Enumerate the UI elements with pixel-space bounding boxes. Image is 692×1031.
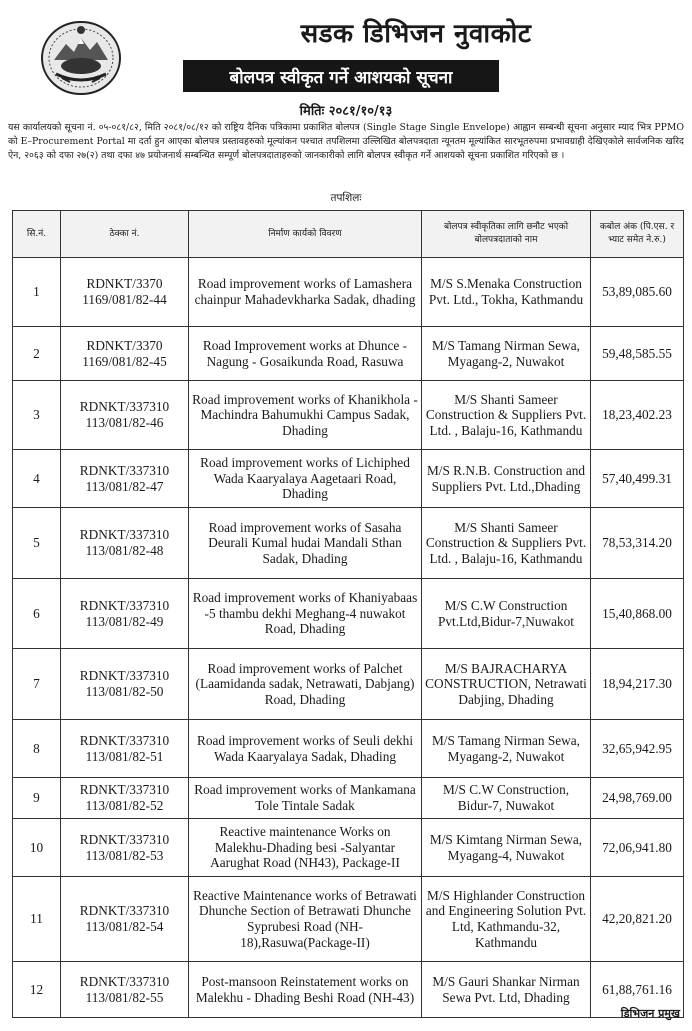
cell-amount: 59,48,585.55 xyxy=(591,327,684,381)
cell-contract: RDNKT/337310 113/081/82-52 xyxy=(61,778,189,819)
cell-amount: 42,20,821.20 xyxy=(591,877,684,962)
table-row xyxy=(13,327,684,381)
cell-sn: 7 xyxy=(13,649,61,720)
table-header-row xyxy=(13,211,684,258)
cell-amount: 24,98,769.00 xyxy=(591,778,684,819)
cell-work: Post-mansoon Reinstatement works on Malekhu - Dhading Beshi Road (NH-43) xyxy=(189,962,422,1018)
cell-sn: 10 xyxy=(13,819,61,877)
cell-bidder: M/S Kimtang Nirman Sewa, Myagang-4, Nuwakot xyxy=(422,819,591,877)
cell-sn: 6 xyxy=(13,579,61,649)
cell-contract: RDNKT/337310 113/081/82-55 xyxy=(61,962,189,1018)
cell-contract: RDNKT/337310 113/081/82-47 xyxy=(61,450,189,508)
cell-bidder: M/S C.W Construction Pvt.Ltd,Bidur-7,Nuwakot xyxy=(422,579,591,649)
cell-bidder: M/S C.W Construction, Bidur-7, Nuwakot xyxy=(422,778,591,819)
cell-sn: 2 xyxy=(13,327,61,381)
table-row xyxy=(13,450,684,508)
cell-amount: 15,40,868.00 xyxy=(591,579,684,649)
cell-contract: RDNKT/337310 113/081/82-49 xyxy=(61,579,189,649)
cell-amount: 18,23,402.23 xyxy=(591,381,684,450)
cell-work: Road improvement works of Mankamana Tole Tintale Sadak xyxy=(189,778,422,819)
cell-work: Road Improvement works at Dhunce - Nagung - Gosaikunda Road, Rasuwa xyxy=(189,327,422,381)
cell-contract: RDNKT/337310 113/081/82-51 xyxy=(61,720,189,778)
cell-amount: 32,65,942.95 xyxy=(591,720,684,778)
signature-label: डिभिजन प्रमुख xyxy=(620,1007,680,1020)
cell-bidder: M/S Tamang Nirman Sewa, Myagang-2, Nuwakot xyxy=(422,327,591,381)
cell-work: Road improvement works of Seuli dekhi Wada Kaaryalaya Sadak, Dhading xyxy=(189,720,422,778)
cell-bidder: M/S R.N.B. Construction and Suppliers Pvt. Ltd.,Dhading xyxy=(422,450,591,508)
cell-contract: RDNKT/337310 113/081/82-50 xyxy=(61,649,189,720)
cell-amount: 72,06,941.80 xyxy=(591,819,684,877)
table-row xyxy=(13,778,684,819)
cell-work: Road improvement works of Palchet (Laamidanda sadak, Netrawati, Dabjang) Road, Dhading xyxy=(189,649,422,720)
cell-sn: 12 xyxy=(13,962,61,1018)
cell-sn: 1 xyxy=(13,258,61,327)
header-amount: कबोल अंक (पि.एस. र भ्याट समेत ने.रु.) xyxy=(591,211,684,258)
cell-amount: 57,40,499.31 xyxy=(591,450,684,508)
cell-work: Reactive maintenance Works on Malekhu-Dhading besi -Salyantar Aarughat Road (NH43), Package-II xyxy=(189,819,422,877)
cell-sn: 5 xyxy=(13,508,61,579)
cell-sn: 4 xyxy=(13,450,61,508)
cell-sn: 8 xyxy=(13,720,61,778)
cell-contract: RDNKT/3370 1169/081/82-45 xyxy=(61,327,189,381)
cell-sn: 9 xyxy=(13,778,61,819)
notice-body: यस कार्यालयको सूचना नं. ०५-०८१/८२, मिति २०८१/०८/१२ को राष्ट्रिय दैनिक पत्रिकामा प्रकाशित बोलपत्र (Single Stage Single Envelope) आह्वान सम्बन्धी सूचना अनुसार म्याद भित्र PPMO को E–Procurement Portal मा दर्ता हुन आएका बोलपत्र प्रस्तावहरुको मूल्यांकन पश्चात तपशिलमा उल्लिखित बोलपत्रदाता न्यूनतम मूल्यांकित सारभूतरुपमा प्रभावग्राही देखिएकोले सार्वजनिक खरिद ऐन, २०६३ को दफा २७(२) तथा दफा ४७ प्रयोजनार्थ सम्बन्धित सम्पूर्ण बोलपत्रदाताहरुको जानकारीको लागि बोलपत्र स्वीकृत गर्ने आशयको सूचना प्रकाशित गरिएको छ । xyxy=(8,122,684,162)
table-row xyxy=(13,381,684,450)
table-row xyxy=(13,579,684,649)
cell-sn: 11 xyxy=(13,877,61,962)
cell-amount: 61,88,761.16 xyxy=(591,962,684,1018)
cell-contract: RDNKT/337310 113/081/82-54 xyxy=(61,877,189,962)
table-row xyxy=(13,819,684,877)
cell-bidder: M/S Tamang Nirman Sewa, Myagang-2, Nuwakot xyxy=(422,720,591,778)
cell-contract: RDNKT/337310 113/081/82-53 xyxy=(61,819,189,877)
cell-bidder: M/S Gauri Shankar Nirman Sewa Pvt. Ltd, Dhading xyxy=(422,962,591,1018)
cell-amount: 18,94,217.30 xyxy=(591,649,684,720)
cell-bidder: M/S BAJRACHARYA CONSTRUCTION, Netrawati Dabjing, Dhading xyxy=(422,649,591,720)
cell-bidder: M/S S.Menaka Construction Pvt. Ltd., Tokha, Kathmandu xyxy=(422,258,591,327)
cell-work: Reactive Maintenance works of Betrawati Dhunche Section of Betrawati Dhunche Syprubesi Road (NH-18),Rasuwa(Package-II) xyxy=(189,877,422,962)
government-emblem-icon xyxy=(40,20,122,96)
cell-work: Road improvement works of Lichiphed Wada Kaaryalaya Aagetaari Road, Dhading xyxy=(189,450,422,508)
cell-contract: RDNKT/3370 1169/081/82-44 xyxy=(61,258,189,327)
cell-work: Road improvement works of Khaniyabaas -5 thambu dekhi Meghang-4 nuwakot Road, Dhading xyxy=(189,579,422,649)
header-work: निर्माण कार्यको विवरण xyxy=(189,211,422,258)
table-row xyxy=(13,962,684,1018)
details-label: तपशिलः xyxy=(330,192,362,204)
cell-bidder: M/S Shanti Sameer Construction & Suppliers Pvt. Ltd. , Balaju-16, Kathmandu xyxy=(422,508,591,579)
table-row xyxy=(13,258,684,327)
cell-amount: 78,53,314.20 xyxy=(591,508,684,579)
table-row xyxy=(13,508,684,579)
table-row xyxy=(13,720,684,778)
cell-work: Road improvement works of Khanikhola - Machindra Bahumukhi Campus Sadak, Dhading xyxy=(189,381,422,450)
header-contract: ठेक्का नं. xyxy=(61,211,189,258)
cell-contract: RDNKT/337310 113/081/82-48 xyxy=(61,508,189,579)
cell-work: Road improvement works of Sasaha Deurali Kumal hudai Mandali Sthan Sadak, Dhading xyxy=(189,508,422,579)
cell-amount: 53,89,085.60 xyxy=(591,258,684,327)
cell-bidder: M/S Highlander Construction and Engineering Solution Pvt. Ltd, Kathmandu-32, Kathmandu xyxy=(422,877,591,962)
cell-bidder: M/S Shanti Sameer Construction & Suppliers Pvt. Ltd. , Balaju-16, Kathmandu xyxy=(422,381,591,450)
cell-sn: 3 xyxy=(13,381,61,450)
cell-work: Road improvement works of Lamashera chainpur Mahadevkharka Sadak, dhading xyxy=(189,258,422,327)
table-row xyxy=(13,649,684,720)
header-sn: सि.नं. xyxy=(13,211,61,258)
header-bidder: बोलपत्र स्वीकृतिका लागि छनौट भएको बोलपत्रदाताको नाम xyxy=(422,211,591,258)
notice-title: बोलपत्र स्वीकृत गर्ने आशयको सूचना xyxy=(183,60,499,92)
office-name: सडक डिभिजन नुवाकोट xyxy=(300,19,532,49)
cell-contract: RDNKT/337310 113/081/82-46 xyxy=(61,381,189,450)
notice-date: मितिः २०८१/१०/१३ xyxy=(299,104,393,119)
tender-table xyxy=(12,210,684,1018)
table-row xyxy=(13,877,684,962)
